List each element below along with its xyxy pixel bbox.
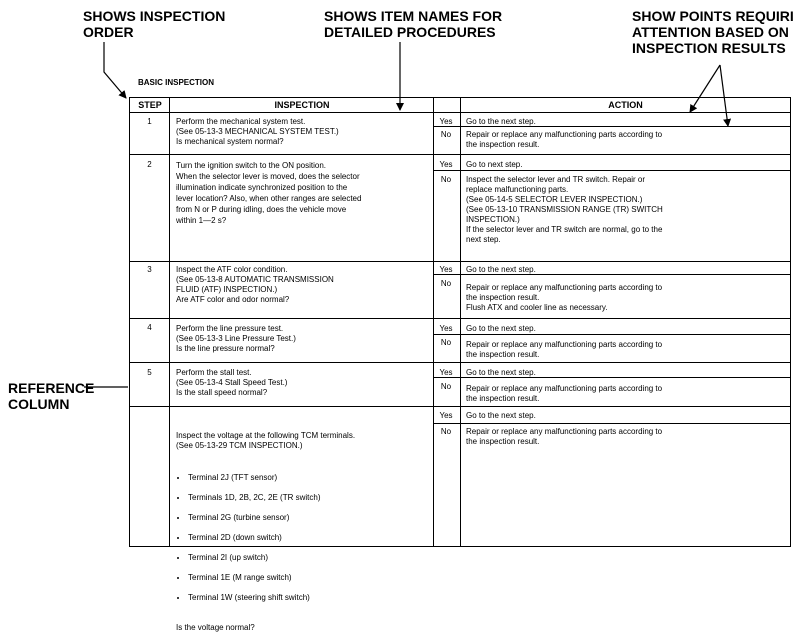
list-item: • Terminal 2J (TFT sensor) bbox=[188, 473, 431, 483]
yes-label: Yes bbox=[439, 160, 453, 169]
inspection-text: Inspect the ATF color condition. (See 05-13-8 AUTOMATIC TRANSMISSION FLUID (ATF) INSPECTION.) Are ATF color and odor normal? bbox=[176, 265, 334, 304]
yes-action: Go to the next step. bbox=[466, 411, 536, 420]
arrow-points-yes bbox=[690, 65, 720, 112]
yes-label: Yes bbox=[439, 368, 453, 377]
yes-label: Yes bbox=[439, 411, 453, 420]
step-number: 2 bbox=[147, 160, 152, 169]
list-item: • Terminal 1W (steering shift switch) bbox=[188, 593, 431, 603]
no-label: No bbox=[440, 427, 452, 436]
yes-label: Yes bbox=[439, 265, 453, 274]
no-action: Repair or replace any malfunctioning parts according to the inspection result. bbox=[466, 340, 663, 359]
inspection-text: Perform the line pressure test. (See 05-13-3 Line Pressure Test.) Is the line pressure normal? bbox=[176, 324, 296, 353]
no-action: Repair or replace any malfunctioning parts according to the inspection result. Flush ATX and cooler line as necessary. bbox=[466, 283, 663, 312]
list-item: • Terminal 1E (M range switch) bbox=[188, 573, 431, 583]
list-item: • Terminal 2G (turbine sensor) bbox=[188, 513, 431, 523]
step-number: 3 bbox=[147, 265, 152, 274]
callout-points-attention: SHOW POINTS REQUIRI ATTENTION BASED ON INSPECTION RESULTS bbox=[632, 8, 794, 56]
list-item: • Terminals 1D, 2B, 2C, 2E (TR switch) bbox=[188, 493, 431, 503]
yes-label: Yes bbox=[439, 324, 453, 333]
yes-label: Yes bbox=[439, 117, 453, 126]
no-label: No bbox=[440, 382, 452, 391]
header-step: STEP bbox=[130, 98, 170, 113]
yes-action: Go to the next step. bbox=[466, 368, 536, 377]
arrow-inspection-order bbox=[104, 42, 126, 98]
yes-action: Go to the next step. bbox=[466, 265, 536, 274]
section-title: BASIC INSPECTION bbox=[138, 78, 215, 87]
list-item: • Terminal 2D (down switch) bbox=[188, 533, 431, 543]
step-number: 1 bbox=[147, 117, 152, 126]
step-number: 5 bbox=[147, 368, 152, 377]
no-label: No bbox=[440, 338, 452, 347]
step-number: 4 bbox=[147, 323, 152, 332]
no-action: Repair or replace any malfunctioning parts according to the inspection result. bbox=[466, 130, 663, 149]
inspection-text: Perform the mechanical system test. (See 05-13-3 MECHANICAL SYSTEM TEST.) Is mechanical system normal? bbox=[176, 117, 339, 146]
arrow-points-no bbox=[720, 65, 728, 126]
callout-reference-column: REFERENCE COLUMN bbox=[8, 380, 95, 412]
no-label: No bbox=[440, 130, 452, 139]
yes-action: Go to the next step. bbox=[466, 117, 536, 126]
yes-action: Go to next step. bbox=[466, 160, 523, 169]
no-label: No bbox=[440, 279, 452, 288]
callout-inspection-order: SHOWS INSPECTION ORDER bbox=[83, 8, 226, 40]
header-inspection: INSPECTION bbox=[170, 98, 434, 113]
no-action: Repair or replace any malfunctioning parts according to the inspection result. bbox=[466, 384, 663, 403]
callout-item-names: SHOWS ITEM NAMES FOR DETAILED PROCEDURES bbox=[324, 8, 503, 40]
no-action: Inspect the selector lever and TR switch. Repair or replace malfunctioning parts. (See 05-14-5 SELECTOR LEVER INSPECTION.) (See 05-13-10 TRANSMISSION RANGE (TR) SWITCH INSPECTION.) If the selector lever and TR switch are normal, go to the next step. bbox=[466, 175, 663, 244]
inspection-text: Perform the stall test. (See 05-13-4 Stall Speed Test.) Is the stall speed normal? bbox=[176, 368, 288, 397]
inspection-text: Inspect the voltage at the following TCM terminals. (See 05-13-29 TCM INSPECTION.) bbox=[176, 431, 356, 450]
inspection-question: Is the voltage normal? bbox=[176, 623, 255, 632]
header-action: ACTION bbox=[461, 98, 790, 113]
yes-action: Go to the next step. bbox=[466, 324, 536, 333]
list-item: • Terminal 2I (up switch) bbox=[188, 553, 431, 563]
no-label: No bbox=[440, 175, 452, 184]
no-action: Repair or replace any malfunctioning parts according to the inspection result. bbox=[466, 427, 663, 446]
inspection-text: Turn the ignition switch to the ON position. When the selector lever is moved, does the selector illumination indicate synchronized position to the lever location? Also, when other ranges are selected from N or P during idling, does the vehicle move within 1—2 s? bbox=[176, 161, 362, 225]
